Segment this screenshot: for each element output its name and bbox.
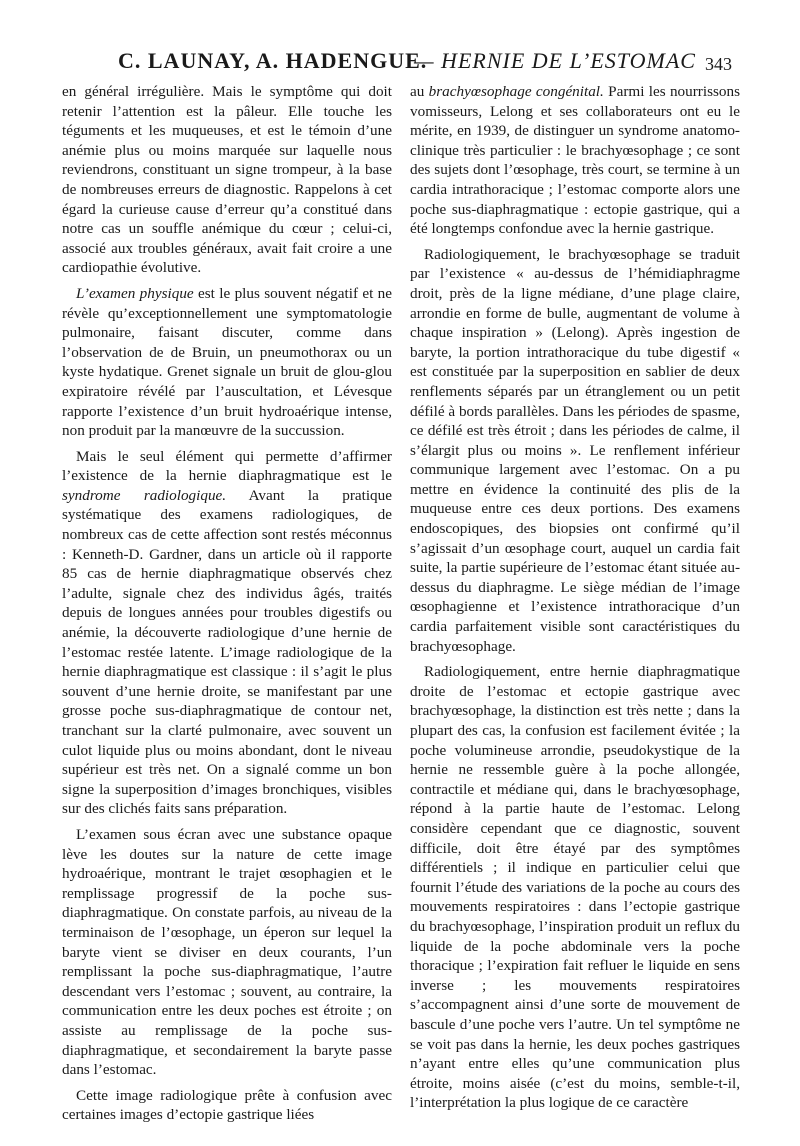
paragraph-text: Mais le seul élément qui permette d’affirmer l’existence de la hernie diaphragmatique est le — [62, 447, 392, 485]
paragraph — [62, 284, 392, 441]
italic-term: brachyœsophage congénital. — [428, 83, 604, 100]
running-header — [118, 46, 738, 82]
italic-term: syndrome radiologique. — [62, 486, 227, 504]
page-number: 343 — [705, 54, 732, 74]
paragraph: Cette image radiologique prête à confusion avec certaines images d’ectopie gastrique liées — [62, 1086, 392, 1124]
paragraph-text: Avant la pratique systématique des examens radiologiques, de nombreux cas de cette affection sont restés méconnus : Kenneth-D. Gardner, dans un article où il rapporte 85 cas de hernie diaphragmatique observés chez l’adulte, signale chez des individus âgés, traités depuis de longues années pour troubles digestifs ou anémie, la découverte radiologique d’une hernie de l’estomac restée latente. L’image radiologique de la hernie diaphragmatique est classique : il s’agit le plus souvent d’une hernie droite, se manifestant par une grosse poche sus-diaphragmatique de contour net, tranchant sur la clarté pulmonaire, avec souvent un culot liquide plus ou moins abondant, dont le niveau supérieur est très net. On a signalé comme un bon signe la superposition d’images bronchiques, visibles sur des clichés faits sans préparation. — [62, 486, 392, 818]
paragraph-text: est le plus souvent négatif et ne révèle qu’exceptionnellement une symptomatologie pulmonaire, faisant discuter, comme dans l’observation de de Bruin, un pneumothorax ou un kyste hydatique. Grenet signale un bruit de glou-glou expiratoire révélé par l’auscultation, et Lévesque rapporte l’existence d’un bruit hydroaérique intense, non produit par la manœuvre de la succussion. — [62, 284, 393, 440]
paragraph: en général irrégulière. Mais le symptôme qui doit retenir l’attention est la pâleur. Elle touche les téguments et les muqueuses, et est le témoin d’une anémie plus ou moins marquée sur laquelle nous reviendrons, constituant un signe trompeur, à la base de nombreuses erreurs de diagnostic. Rappelons à cet égard la curieuse cause d’erreur qu’a constitué dans notre cas un souffle anémique du cœur ; celui-ci, associé aux troubles généraux, avait fait croire a une cardiopathie évolutive. — [62, 83, 392, 277]
italic-term: L’examen physique — [76, 284, 194, 302]
paragraph: Radiologiquement, le brachyœsophage se traduit par l’existence « au-dessus de l’hémidiaphragme droit, près de la ligne médiane, d’une plage claire, arrondie en forme de bulle, augmentant de volume à chaque inspiration » (Lelong). Après ingestion de baryte, la portion intrathoracique du tube digestif « est constituée par la superposition en sablier de deux renflements séparés par un étranglement ou un petit défilé à bords parallèles. Dans les périodes de spasme, ce défilé est très étroit ; dans les périodes de calme, il s’élargit plus ou moins ». Le renflement inférieur communique largement avec l’estomac. On a pu mettre en évidence la continuité des plis de la muqueuse entre ces deux portions. Des examens endoscopiques, des biopsies ont confirmé qu’il s’agissait d’un œsophage court, auquel un cardia fait suite, la partie supérieure de l’estomac étant située au-dessus du diaphragme. Le siège médian de l’image œsophagienne et l’existence intrathoracique d’un cardia parfaitement visible sont caractéristiques du brachyœsophage. — [410, 245, 740, 655]
paragraph-text: au — [410, 83, 429, 100]
paragraph — [410, 82, 740, 239]
paragraph-text: Parmi les nourrissons vomisseurs, Lelong et ses collaborateurs ont eu le mérite, en 1939, de distinguer un syndrome anatomo-clinique très particulier : le brachyœsophage ; ce sont des sujets dont l’œsophage, très court, se termine à un cardia intrathoracique ; l’estomac comporte alors une poche sus-diaphragmatique : ectopie gastrique, qui a été longtemps confondue avec la hernie gastrique. — [410, 83, 740, 238]
paragraph: L’examen sous écran avec une substance opaque lève les doutes sur la nature de cette image hydroaérique, montrant le trajet œsophagien et le remplissage progressif de la poche sus-diaphragmatique. On constate parfois, au niveau de la terminaison de l’œsophage, un éperon sur lequel la baryte vient se diviser en deux courants, l’un remplissant la poche sus-diaphragmatique, l’autre descendant vers l’estomac ; souvent, au contraire, la communication entre les deux poches est étroite ; on assiste au remplissage de la poche sus-diaphragmatique, et secondairement la baryte passe dans l’estomac. — [62, 825, 392, 1079]
left-column — [62, 82, 392, 1131]
right-column — [410, 82, 740, 1119]
header-title: — HERNIE DE L’ESTOMAC — [414, 48, 696, 73]
paragraph — [62, 447, 392, 819]
paragraph: Radiologiquement, entre hernie diaphragmatique droite de l’estomac et ectopie gastrique avec brachyœsophage, la distinction est très nette ; dans la plupart des cas, la confusion est facilement évitée ; la poche volumineuse arrondie, pseudokystique de la hernie ne ressemble guère à la poche allongée, contractile et médiane qui, dans le brachyœsophage, répond à la partie haute de l’estomac. Lelong considère cependant que ce diagnostic, souvent difficile, doit être étayé par des symptômes différentiels ; il indique en particulier celui que fournit l’étude des variations de la poche au cours des mouvements respiratoires : dans l’ectopie gastrique du brachyœsophage, l’inspiration produit un reflux du liquide de la poche abdominale vers la poche thoracique ; l’expiration fait refluer le liquide en sens inverse ; les mouvements respiratoires s’accompagnent ainsi d’une sorte de mouvement de bascule d’une poche vers l’autre. Un tel symptôme ne se voit pas dans la hernie, les deux poches gastriques n’ayant entre elles qu’une communication plus étroite, moins aisée (c’est du moins, semble-t-il, l’interprétation la plus logique de ce caractère — [410, 663, 740, 1112]
header-authors: C. LAUNAY, A. HADENGUE. — [118, 48, 428, 73]
